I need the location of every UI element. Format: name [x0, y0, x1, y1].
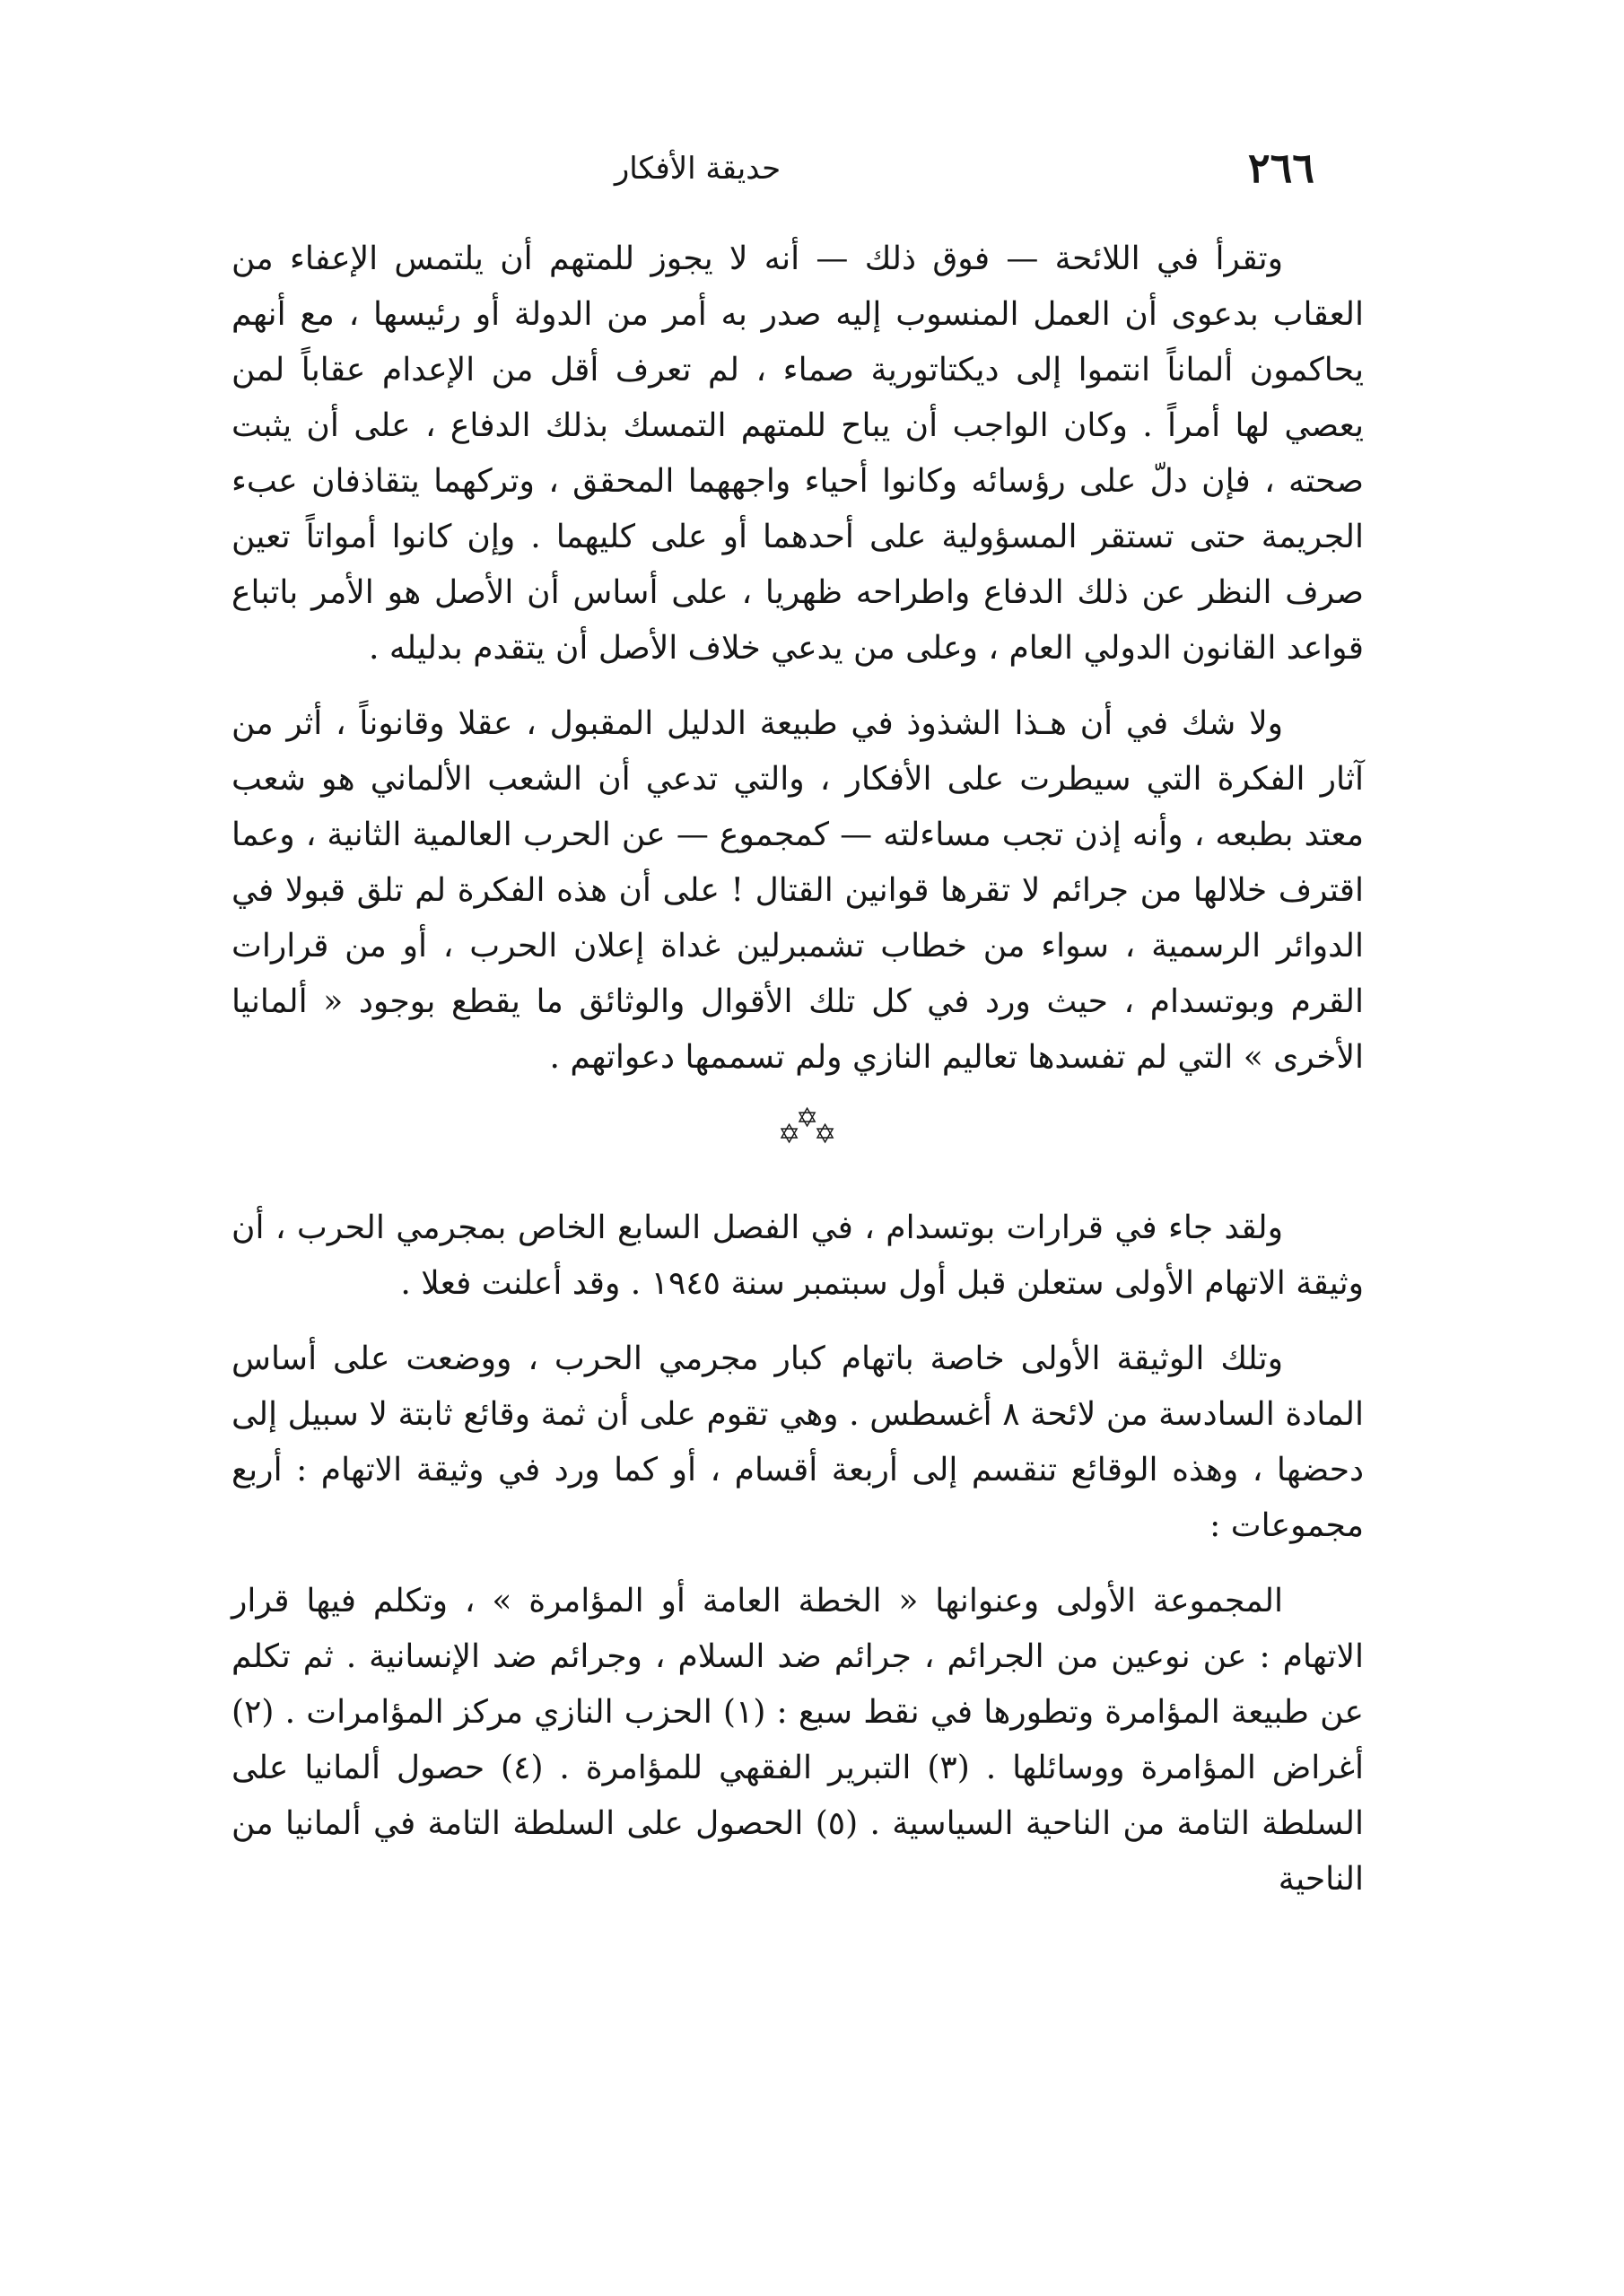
paragraph-4: وتلك الوثيقة الأولى خاصة باتهام كبار مجرمي الحرب ، ووضعت على أساس المادة السادسة من لائحة ٨ أغسطس . وهي تقوم على أن ثمة وقائع ثابتة لا سبيل إلى دحضها ، وهذه الوقائع تنقسم إلى أربعة أقسام ، أو كما ورد في وثيقة الاتهام : أربع مجموعات : — [231, 1340, 1364, 1544]
page-header — [224, 144, 1314, 197]
paragraph-2: ولا شك في أن هـذا الشذوذ في طبيعة الدليل المقبول ، عقلا وقانوناً ، أثر من آثار الفكرة التي سيطرت على الأفكار ، والتي تدعي أن الشعب الألماني هو شعب معتد بطبعه ، وأنه إذن تجب مساءلته — كمجموع — عن الحرب العالمية الثانية ، وعما اقترف خلالها من جرائم لا تقرها قوانين القتال ! على أن هذه الفكرة لم تلق قبولا في الدوائر الرسمية ، سواء من خطاب تشمبرلين غداة إعلان الحرب ، أو من قرارات القرم وبوتسدام ، حيث ورد في كل تلك الأقوال والوثائق ما يقطع بوجود « ألمانيا الأخرى » التي لم تفسدها تعاليم النازي ولم تسممها دعواتهم . — [231, 705, 1365, 1076]
section-separator — [231, 1105, 1364, 1159]
star-icon: ✡ — [778, 1119, 801, 1150]
star-icon: ✡ — [814, 1119, 837, 1150]
paragraph-3: ولقد جاء في قرارات بوتسدام ، في الفصل السابع الخاص بمجرمي الحرب ، أن وثيقة الاتهام الأولى ستعلن قبل أول سبتمبر سنة ١٩٤٥ . وقد أعلنت فعلا . — [231, 1209, 1364, 1302]
star-icon: ✡ — [796, 1103, 819, 1134]
page-number: ٢٦٦ — [1247, 144, 1314, 192]
body-text — [231, 231, 1364, 1927]
running-title: حديقة الأفكار — [614, 151, 781, 187]
paragraph-5: المجموعة الأولى وعنوانها « الخطة العامة أو المؤامرة » ، وتكلم فيها قرار الاتهام : عن نوعين من الجرائم ، جرائم ضد السلام ، وجرائم ضد الإنسانية . ثم تكلم عن طبيعة المؤامرة وتطورها في نقط سبع : (١) الحزب النازي مركز المؤامرات . (٢) أغراض المؤامرة ووسائلها . (٣) التبرير الفقهي للمؤامرة . (٤) حصول ألمانيا على السلطة التامة من الناحية السياسية . (٥) الحصول على السلطة التامة في ألمانيا من الناحية — [231, 1583, 1365, 1898]
paragraph-1: وتقرأ في اللائحة — فوق ذلك — أنه لا يجوز للمتهم أن يلتمس الإعفاء من العقاب بدعوى أن العمل المنسوب إليه صدر به أمر من الدولة أو رئيسها ، مع أنهم يحاكمون ألماناً انتموا إلى ديكتاتورية صماء ، لم تعرف أقل من الإعدام عقاباً لمن يعصي لها أمراً . وكان الواجب أن يباح للمتهم التمسك بذلك الدفاع ، على أن يثبت صحته ، فإن دلّ على رؤسائه وكانوا أحياء واجههما المحقق ، وتركهما يتقاذفان عبء الجريمة حتى تستقر المسؤولية على أحدهما أو على كليهما . وإن كانوا أمواتاً تعين صرف النظر عن ذلك الدفاع واطراحه ظهريا ، على أساس أن الأصل هو الأمر باتباع قواعد القانون الدولي العام ، وعلى من يدعي خلاف الأصل أن يتقدم بدليله . — [231, 240, 1364, 667]
